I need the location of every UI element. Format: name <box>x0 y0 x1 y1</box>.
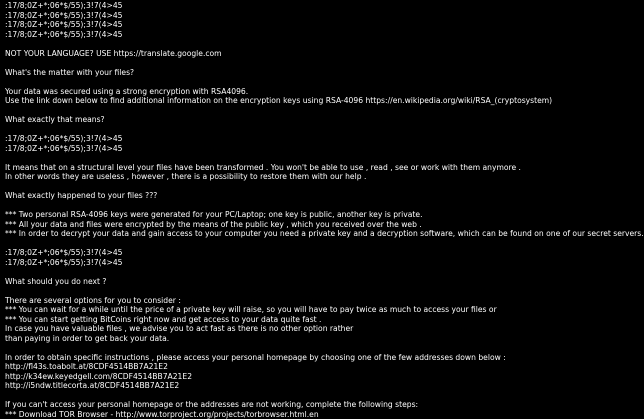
answer-line: Your data was secured using a strong encryption with RSA4096. <box>5 87 625 97</box>
spacer <box>5 201 625 211</box>
spacer <box>5 39 625 49</box>
spacer <box>5 391 625 401</box>
homepage-url: http://k34ew.keyedgell.com/8CDF4514BB7A21E2 <box>5 372 625 382</box>
homepage-url: http://i5ndw.titlecorta.at/8CDF4514BB7A21E2 <box>5 381 625 391</box>
code-line: :17/8;0Z+*;06*$/55);3!7(4>45 <box>5 30 625 40</box>
homepage-url: http://fl43s.toabolt.at/8CDF4514BB7A21E2 <box>5 362 625 372</box>
code-line: :17/8;0Z+*;06*$/55);3!7(4>45 <box>5 134 625 144</box>
spacer <box>5 58 625 68</box>
code-line: :17/8;0Z+*;06*$/55);3!7(4>45 <box>5 20 625 30</box>
question-heading: What's the matter with your files? <box>5 68 625 78</box>
spacer <box>5 286 625 296</box>
answer-line: *** In order to decrypt your data and gain access to your computer you need a private key and a decryption software, which can be found on one of our secret servers. <box>5 229 625 239</box>
spacer <box>5 125 625 135</box>
spacer <box>5 343 625 353</box>
spacer <box>5 239 625 249</box>
question-heading: What should you do next ? <box>5 277 625 287</box>
answer-line: It means that on a structural level your files have been transformed . You won't be able to use , read , see or work with them anymore . <box>5 163 625 173</box>
question-heading: What exactly that means? <box>5 115 625 125</box>
answer-line: Use the link down below to find additional information on the encryption keys using RSA-4096 https://en.wikipedia.org/wiki/RSA_(cryptosystem) <box>5 96 625 106</box>
answer-line: In order to obtain specific instructions , please access your personal homepage by choosing one of the few addresses down below : <box>5 353 625 363</box>
answer-line: *** All your data and files were encrypted by the means of the public key , which you received over the web . <box>5 220 625 230</box>
answer-line: If you can't access your personal homepage or the addresses are not working, complete the following steps: <box>5 400 625 410</box>
spacer <box>5 267 625 277</box>
spacer <box>5 106 625 116</box>
code-line: :17/8;0Z+*;06*$/55);3!7(4>45 <box>5 258 625 268</box>
spacer <box>5 77 625 87</box>
code-line: :17/8;0Z+*;06*$/55);3!7(4>45 <box>5 1 625 11</box>
answer-line: There are several options for you to consider : <box>5 296 625 306</box>
answer-line: In case you have valuable files , we advise you to act fast as there is no other option rather <box>5 324 625 334</box>
spacer <box>5 153 625 163</box>
answer-line: *** You can wait for a while until the price of a private key will raise, so you will have to pay twice as much to access your files or <box>5 305 625 315</box>
code-line: :17/8;0Z+*;06*$/55);3!7(4>45 <box>5 144 625 154</box>
spacer <box>5 182 625 192</box>
answer-line: than paying in order to get back your data. <box>5 334 625 344</box>
code-line: :17/8;0Z+*;06*$/55);3!7(4>45 <box>5 248 625 258</box>
answer-line: *** Two personal RSA-4096 keys were generated for your PC/Laptop; one key is public, another key is private. <box>5 210 625 220</box>
answer-line: *** Download TOR Browser - http://www.torproject.org/projects/torbrowser.html.en <box>5 410 625 419</box>
code-line: :17/8;0Z+*;06*$/55);3!7(4>45 <box>5 11 625 21</box>
language-notice: NOT YOUR LANGUAGE? USE https://translate.google.com <box>5 49 625 59</box>
answer-line: *** You can start getting BitCoins right now and get access to your data quite fast . <box>5 315 625 325</box>
answer-line: In other words they are useless , however , there is a possibility to restore them with our help . <box>5 172 625 182</box>
question-heading: What exactly happened to your files ??? <box>5 191 625 201</box>
ransom-note-text <box>5 1 625 419</box>
